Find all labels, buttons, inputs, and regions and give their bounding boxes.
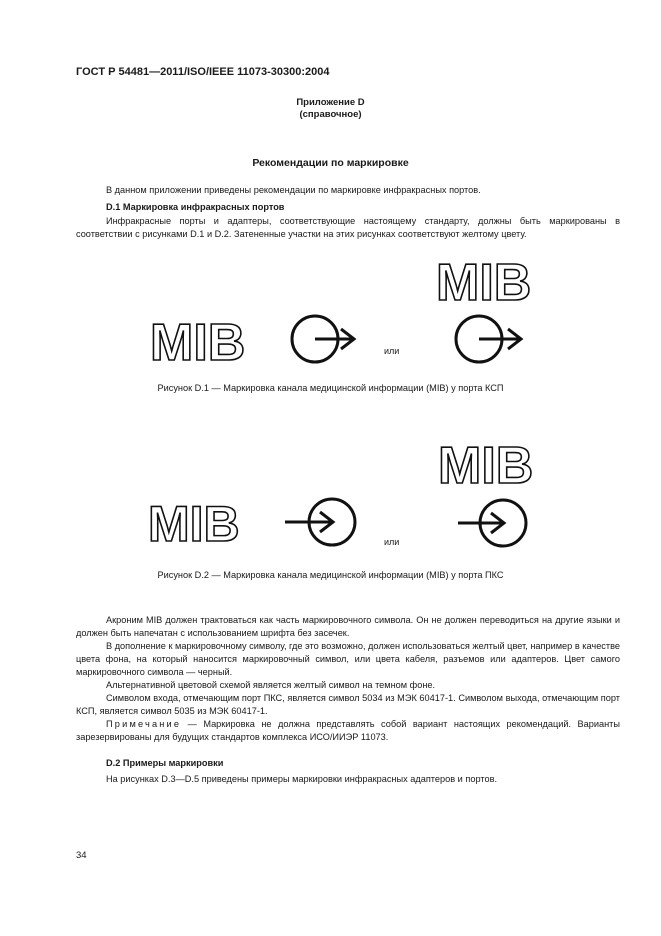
section-d2-heading: D.2 Примеры маркировки: [106, 758, 224, 768]
section-d2-text: На рисунках D.3—D.5 приведены примеры маркировки инфракрасных адаптеров и портов.: [106, 774, 498, 784]
document-header: ГОСТ Р 54481—2011/ISO/IEEE 11073-30300:2004: [76, 66, 330, 78]
output-symbol-icon: [292, 316, 354, 362]
section-d1-text: Инфракрасные порты и адаптеры, соответствующие настоящему стандарту, должны быть маркированы в соответствии с рисунками D.1 и D.2. Затененные участки на этих рисунках соответствуют желтому цвету.: [76, 216, 620, 239]
figure-d1: [140, 250, 560, 370]
figure-d1-caption: Рисунок D.1 — Маркировка канала медицинской информации (MIB) у порта КСП: [157, 383, 504, 393]
body-paragraph-2: В дополнение к маркировочному символу, где это возможно, должен использоваться желтый цвет, например в качестве цвета фона, на который наносится маркировочный символ, или цвета кабеля, разъемов или адаптеров. Цвет самого маркировочного символа — черный.: [76, 641, 620, 677]
note-label: Примечание: [106, 719, 182, 729]
output-symbol-icon: [456, 316, 521, 362]
figure-d2-logo-right: MIB: [438, 437, 534, 495]
figure-d2-or: или: [384, 537, 400, 547]
figure-d1-or: или: [384, 346, 400, 356]
note-paragraph: [76, 718, 620, 744]
figure-d2-logo-left: MIB: [148, 496, 240, 552]
section-d1-heading: D.1 Маркировка инфракрасных портов: [106, 202, 285, 212]
input-symbol-icon: [458, 500, 526, 546]
body-paragraph-3: Альтернативной цветовой схемой является желтый символ на темном фоне.: [106, 680, 436, 690]
intro-paragraph: В данном приложении приведены рекомендации по маркировке инфракрасных портов.: [106, 185, 481, 195]
figure-d2-caption: Рисунок D.2 — Маркировка канала медицинской информации (MIB) у порта ПКС: [157, 570, 504, 580]
appendix-title: Приложение D: [296, 97, 365, 108]
doc-title: Рекомендации по маркировке: [252, 157, 409, 169]
input-symbol-icon: [285, 499, 355, 545]
body-paragraph-1: Акроним MIB должен трактоваться как часть маркировочного символа. Он не должен переводиться на другие языки и должен быть напечатан с использованием шрифта без засечек.: [76, 615, 620, 638]
note-text: — Маркировка не должна представлять собой вариант настоящих рекомендаций. Варианты зарезервированы для будущих стандартов комплекса ИСО/ИИЭР 11073.: [76, 719, 620, 742]
page-number: 34: [76, 850, 87, 861]
body-paragraph-4: Символом входа, отмечающим порт ПКС, является символ 5034 из МЭК 60417-1. Символом выхода, отмечающим порт КСП, является символ 5035 из МЭК 60417-1.: [76, 693, 620, 716]
appendix-subtitle: (справочное): [299, 109, 362, 120]
figure-d2: [140, 436, 560, 556]
figure-d1-logo-left: MIB: [150, 314, 246, 370]
figure-d1-logo-right: MIB: [436, 254, 532, 312]
